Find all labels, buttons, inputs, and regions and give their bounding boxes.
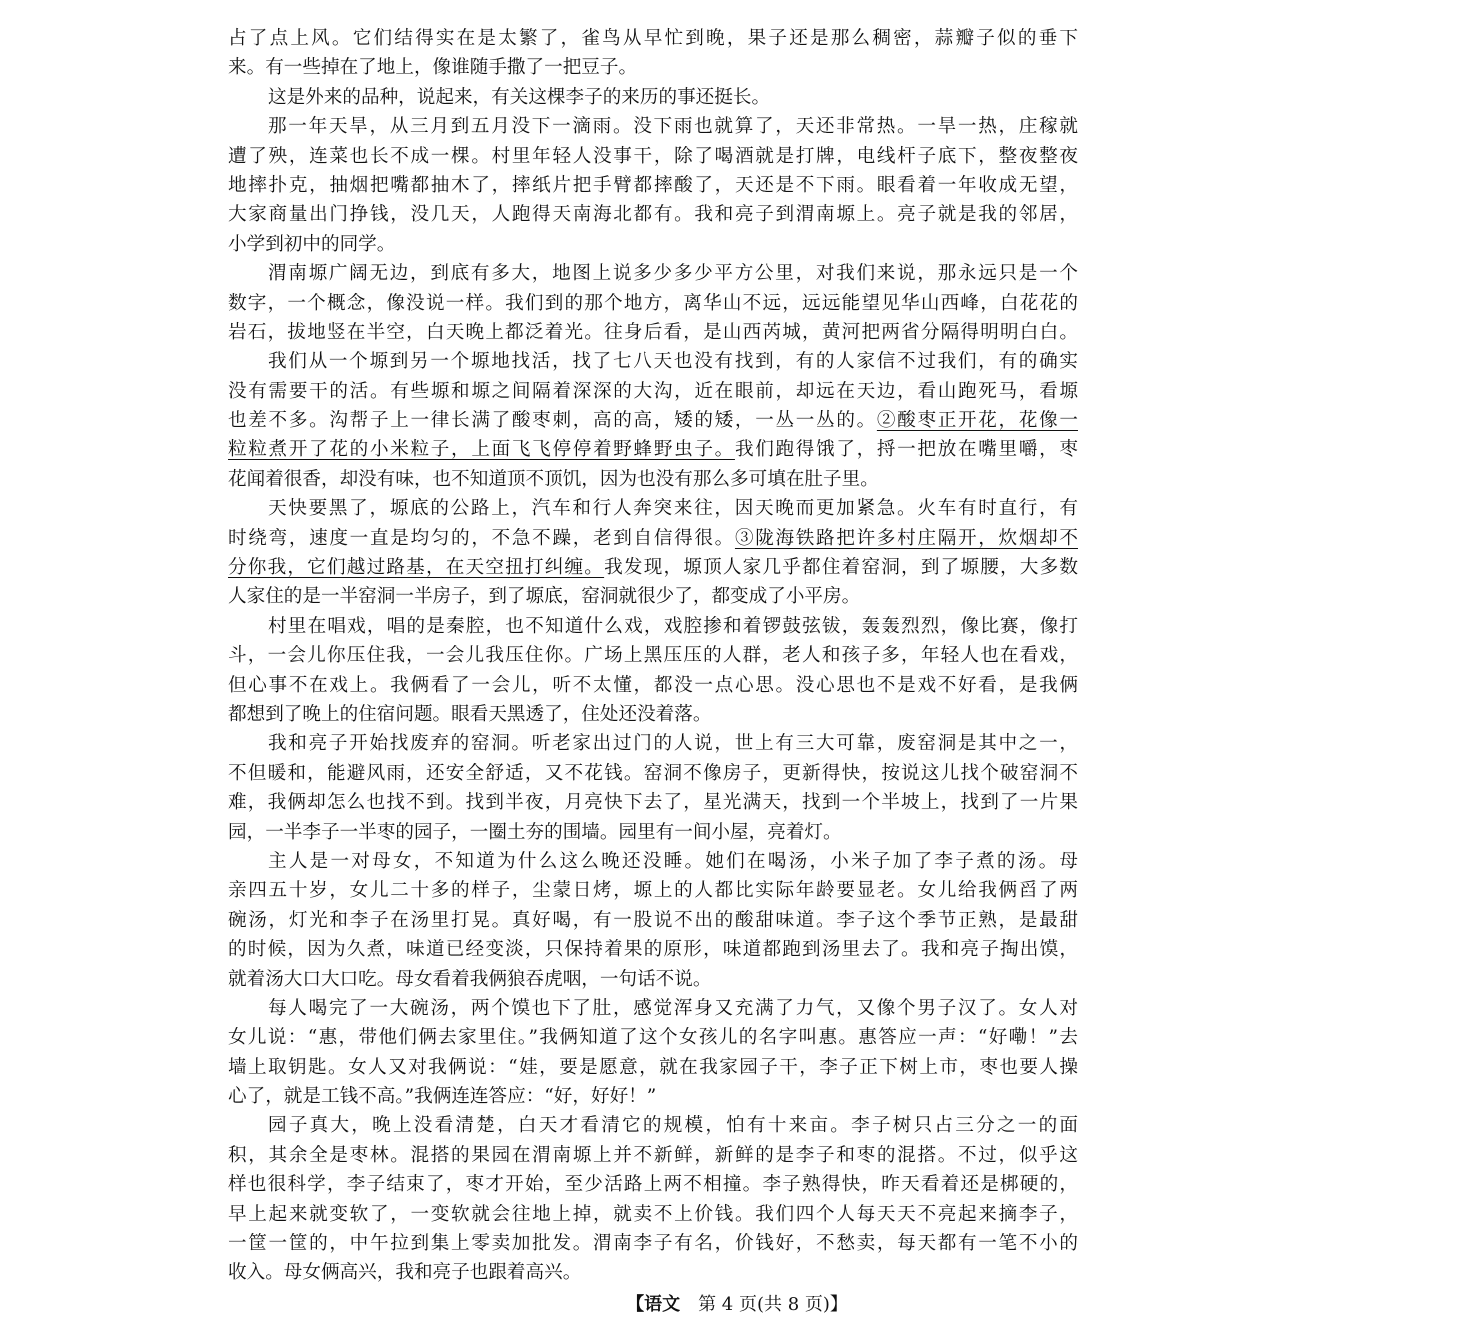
line-text: 占了点上风。它们结得实在是太繁了，雀鸟从早忙到晚，果子还是那么稠密，蒜瓣子似的垂下 [228,28,1078,49]
page-footer [0,1292,1474,1318]
line-text: 来。有一些掉在了地上，像谁随手撒了一把豆子。 [228,57,638,79]
line-text: 斗，一会儿你压住我，一会儿我压住你。广场上黑压压的人群，老人和孩子多，年轻人也在看戏， [228,645,1078,667]
line-text: 一筐一筐的，中午拉到集上零卖加批发。渭南李子有名，价钱好，不愁卖，每天都有一笔不小的 [228,1233,1078,1255]
line-text: 墙上取钥匙。女人又对我俩说：“娃，要是愿意，就在我家园子干，李子正下树上市，枣也要人操 [228,1056,1078,1078]
line-text: 都想到了晚上的住宿问题。眼看天黑透了，住处还没着落。 [228,703,712,725]
text-line [228,553,1078,582]
line-text: 没有需要干的活。有些塬和塬之间隔着深深的大沟，近在眼前，却远在天边，看山跑死马，看塬 [228,380,1078,402]
line-text: 渭南塬广阔无边，到底有多大，地图上说多少多少平方公里，对我们来说，那永远只是一个 [268,263,1078,285]
footer-subject: 【语文 [626,1294,681,1315]
footer-page-number: 第 4 页(共 8 页)】 [698,1294,848,1315]
line-text: 女儿说：“惠，带他们俩去家里住。”我俩知道了这个女孩儿的名字叫惠。惠答应一声：“好嘞！”去 [228,1027,1078,1049]
text-line [228,759,1078,788]
line-text: 时绕弯，速度一直是均匀的，不急不躁，老到自信得很。 [228,527,735,549]
line-text: 园子真大，晚上没看清楚，白天才看清它的规模，怕有十来亩。李子树只占三分之一的面 [268,1115,1078,1137]
line-text: 数字，一个概念，像没说一样。我们到的那个地方，离华山不远，远远能望见华山西峰，白花花的 [228,292,1078,314]
text-line [228,1170,1078,1199]
line-text: 岩石，拔地竖在半空，白天晚上都泛着光。往身后看，是山西芮城，黄河把两省分隔得明明白白。 [228,321,1078,343]
underlined-sentence: ③陇海铁路把许多村庄隔开，炊烟却不 [734,527,1078,549]
text-line [228,1229,1078,1258]
text-line [228,612,1078,641]
line-text: 心了，就是工钱不高。”我俩连连答应：“好，好好！” [228,1086,657,1108]
text-line [228,847,1078,876]
text-line [228,465,1078,494]
text-line [228,788,1078,817]
text-line [228,524,1078,553]
underlined-sentence: 分你我，它们越过路基，在天空扭打纠缠。 [228,557,605,579]
text-line [228,965,1078,994]
text-line [228,818,1078,847]
line-text: 积，其余全是枣林。混搭的果园在渭南塬上并不新鲜，新鲜的是李子和枣的混搭。不过，似乎这 [228,1144,1078,1166]
line-text: 难，我俩却怎么也找不到。找到半夜，月亮快下去了，星光满天，找到一个半坡上，找到了一片果 [228,792,1078,814]
text-line [228,671,1078,700]
line-text: 地摔扑克，抽烟把嘴都抽木了，摔纸片把手臂都摔酸了，天还是不下雨。眼看着一年收成无望， [228,174,1078,196]
text-line [228,24,1078,53]
line-text: 大家商量出门挣钱，没几天，人跑得天南海北都有。我和亮子到渭南塬上。亮子就是我的邻居， [228,204,1078,226]
text-line [228,83,1078,112]
text-line [228,200,1078,229]
text-line [228,876,1078,905]
text-line [228,377,1078,406]
underlined-sentence: 粒粒煮开了花的小米粒子，上面飞飞停停着野蜂野虫子。 [228,439,735,461]
text-line [228,1111,1078,1140]
text-line [228,112,1078,141]
text-line [228,171,1078,200]
line-text: 这是外来的品种，说起来，有关这棵李子的来历的事还挺长。 [268,86,771,108]
text-line [228,494,1078,523]
line-text: 亲四五十岁，女儿二十多的样子，尘蒙日烤，塬上的人都比实际年龄要显老。女儿给我俩舀了两 [228,880,1078,902]
line-text: 人家住的是一半窑洞一半房子，到了塬底，窑洞就很少了，都变成了小平房。 [228,586,861,608]
line-text: 就着汤大口大口吃。母女看着我俩狼吞虎咽，一句话不说。 [228,968,712,990]
line-text: 的时候，因为久煮，味道已经变淡，只保持着果的原形，味道都跑到汤里去了。我和亮子掏出馍， [228,939,1078,961]
reading-passage [228,24,1078,1288]
text-line [228,641,1078,670]
text-line [228,435,1078,464]
line-text: 收入。母女俩高兴，我和亮子也跟着高兴。 [228,1262,582,1284]
text-line [228,994,1078,1023]
line-text: 那一年天旱，从三月到五月没下一滴雨。没下雨也就算了，天还非常热。一旱一热，庄稼就 [268,116,1078,138]
text-line [228,935,1078,964]
text-line [228,289,1078,318]
line-text: 我们从一个塬到另一个塬地找活，找了七八天也没有找到，有的人家信不过我们，有的确实 [268,351,1078,373]
line-text: 村里在唱戏，唱的是秦腔，也不知道什么戏，戏腔掺和着锣鼓弦钹，轰轰烈烈，像比赛，像打 [268,615,1078,637]
text-line [228,230,1078,259]
text-line [228,347,1078,376]
text-line [228,1082,1078,1111]
text-line [228,259,1078,288]
text-line [228,582,1078,611]
line-text: 花闻着很香，却没有味，也不知道顶不顶饥，因为也没有那么多可填在肚子里。 [228,468,879,490]
line-text: 小学到初中的同学。 [228,233,396,255]
line-text: 但心事不在戏上。我俩看了一会儿，听不太懂，都没一点心思。没心思也不是戏不好看，是我俩 [228,674,1078,696]
text-line [228,142,1078,171]
line-text: 也差不多。沟帮子上一律长满了酸枣刺，高的高，矮的矮，一丛一丛的。 [228,410,877,432]
text-line [228,1200,1078,1229]
line-text-after: 我们跑得饿了，捋一把放在嘴里嚼，枣 [734,439,1078,461]
line-text: 园，一半李子一半枣的园子，一圈土夯的围墙。园里有一间小屋，亮着灯。 [228,821,842,843]
underlined-sentence: ②酸枣正开花，花像一 [876,410,1078,432]
text-line [228,1141,1078,1170]
text-line [228,729,1078,758]
text-line [228,406,1078,435]
text-line [228,318,1078,347]
line-text: 碗汤，灯光和李子在汤里打晃。真好喝，有一股说不出的酸甜味道。李子这个季节正熟，是最甜 [228,909,1078,931]
line-text: 我和亮子开始找废弃的窑洞。听老家出过门的人说，世上有三大可靠，废窑洞是其中之一， [268,733,1078,755]
line-text: 遭了殃，连菜也长不成一棵。村里年轻人没事干，除了喝酒就是打牌，电线杆子底下，整夜整夜 [228,145,1078,167]
line-text: 样也很科学，李子结束了，枣才开始，至少活路上两不相撞。李子熟得快，昨天看着还是梆硬的， [228,1174,1078,1196]
text-line [228,1053,1078,1082]
line-text: 早上起来就变软了，一变软就会往地上掉，就卖不上价钱。我们四个人每天天不亮起来摘李子， [228,1203,1078,1225]
text-line [228,1023,1078,1052]
line-text: 主人是一对母女，不知道为什么这么晚还没睡。她们在喝汤，小米子加了李子煮的汤。母 [268,850,1078,872]
text-line [228,1258,1078,1287]
text-line [228,906,1078,935]
line-text: 每人喝完了一大碗汤，两个馍也下了肚，感觉浑身又充满了力气，又像个男子汉了。女人对 [268,997,1078,1019]
line-text: 天快要黑了，塬底的公路上，汽车和行人奔突来往，因天晚而更加紧急。火车有时直行，有 [268,498,1078,520]
line-text: 不但暖和，能避风雨，还安全舒适，又不花钱。窑洞不像房子，更新得快，按说这儿找个破窑洞不 [228,762,1078,784]
line-text-after: 我发现，塬顶人家几乎都住着窑洞，到了塬腰，大多数 [604,557,1078,579]
text-line [228,53,1078,82]
text-line [228,700,1078,729]
